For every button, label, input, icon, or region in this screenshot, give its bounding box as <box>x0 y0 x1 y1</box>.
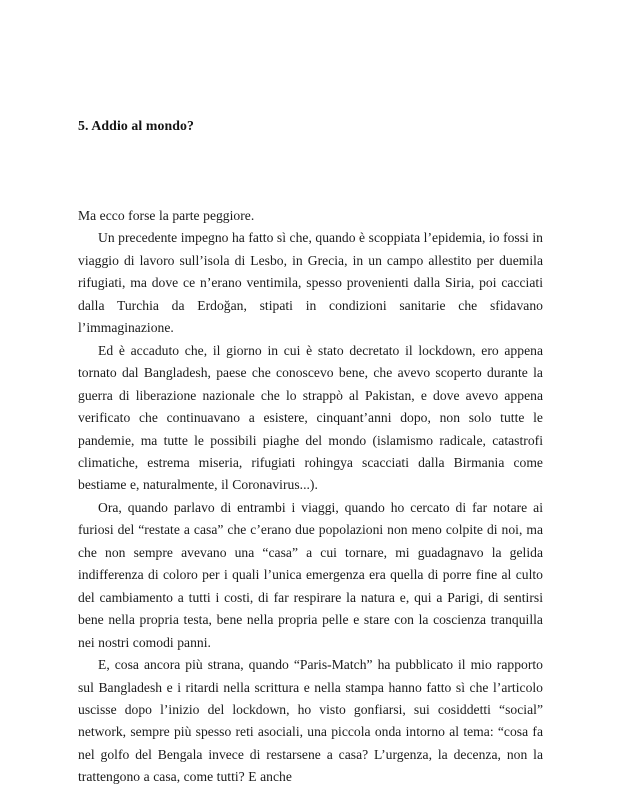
paragraph: E, cosa ancora più strana, quando “Paris-Match” ha pubblicato il mio rapporto sul Bangladesh e i ritardi nella scrittura e nella stampa hanno fatto sì che l’articolo uscisse dopo l’inizio del lockdown, ho visto gonfiarsi, sui cosiddetti “social” network, sempre più spesso reti asociali, una piccola onda intorno al tema: “cosa fa nel golfo del Bengala invece di restarsene a casa? L’urgenza, la decenza, non la trattengono a casa, come tutti? E anche <box>78 657 543 785</box>
paragraph: Ma ecco forse la parte peggiore. <box>78 208 255 223</box>
chapter-title: 5. Addio al mondo? <box>78 118 195 134</box>
paragraph: Ora, quando parlavo di entrambi i viaggi, quando ho cercato di far notare ai furiosi del “restate a casa” che c’erano due popolazioni non meno colpite di noi, ma che non sempre avevano una “casa” a cui tornare, mi guadagnavo la gelida indifferenza di coloro per i quali l’unica emergenza era quella di porre fine al culto del cambiamento a tutti i costi, di far respirare la natura e, qui a Parigi, di sentirsi bene nella propria testa, bene nella propria pelle e stare con la coscienza tranquilla nei nostri comodi panni. <box>78 499 543 650</box>
paragraph: Un precedente impegno ha fatto sì che, quando è scoppiata l’epidemia, io fossi in viaggio di lavoro sull’isola di Lesbo, in Grecia, in un campo allestito per duemila rifugiati, ma dove ce n’erano ventimila, spesso provenienti dalla Siria, poi cacciati dalla Turchia da Erdoğan, stipati in condizioni sanitarie che sfidavano l’immaginazione. <box>78 230 543 336</box>
body-text-block <box>78 205 543 789</box>
paragraph: Ed è accaduto che, il giorno in cui è stato decretato il lockdown, ero appena tornato dal Bangladesh, paese che conoscevo bene, che avevo scoperto durante la guerra di liberazione nazionale che lo strappò al Pakistan, e dove avevo appena verificato che continuavano a esistere, cinquant’anni dopo, non solo tutte le pandemie, ma tutte le possibili piaghe del mondo (islamismo radicale, catastrofi climatiche, estrema miseria, rifugiati rohingya scacciati dalla Birmania come bestiame e, naturalmente, il Coronavirus...). <box>78 342 543 493</box>
